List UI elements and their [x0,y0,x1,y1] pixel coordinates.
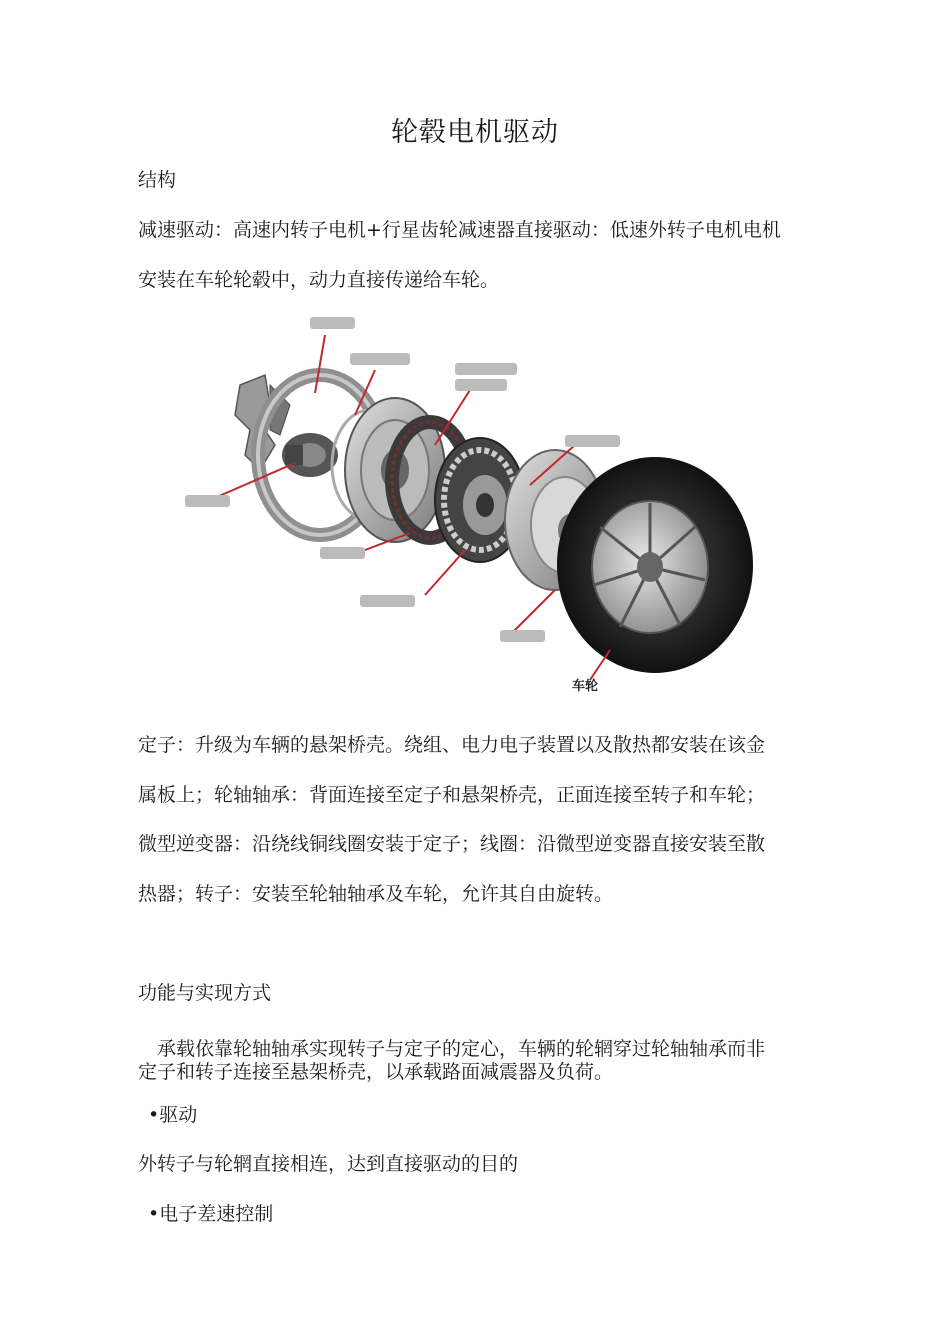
bullet-drive: •驱动 [148,1104,198,1126]
wheel-label: 车轮 [572,679,599,694]
inner-assembly [282,433,338,477]
component-line-4: 热器；转子：安装至轮轴轴承及车轮，允许其自由旋转。 [138,883,614,905]
component-line-1: 定子：升级为车辆的悬架桥壳。绕组、电力电子装置以及散热都安装在该金 [138,734,766,756]
function-line-2: 定子和转子连接至悬架桥壳，以承载路面减震器及负荷。 [138,1061,614,1083]
drive-line: 外转子与轮辋直接相连，达到直接驱动的目的 [138,1153,519,1175]
structure-line-2: 安装在车轮轮毂中，动力直接传递给车轮。 [138,269,500,291]
page-title: 轮毂电机驱动 [391,117,559,148]
component-line-2: 属板上；轮轴轴承：背面连接至定子和悬架桥壳，正面连接至转子和车轮； [138,784,766,806]
component-line-3: 微型逆变器：沿绕线铜线圈安装于定子；线圈：沿微型逆变器直接安装至散 [138,833,766,855]
wheel [557,457,753,673]
bullet-electronic-differential: •电子差速控制 [148,1203,274,1225]
structure-line-1: 减速驱动：高速内转子电机+行星齿轮减速器直接驱动：低速外转子电机电机 [138,219,781,241]
section-heading-structure: 结构 [138,169,177,191]
hub-motor-exploded-diagram [180,305,770,700]
section-heading-function: 功能与实现方式 [138,982,272,1004]
function-line-1: 承载依靠轮轴轴承实现转子与定子的定心，车辆的轮辋穿过轮轴轴承而非 [138,1038,766,1060]
